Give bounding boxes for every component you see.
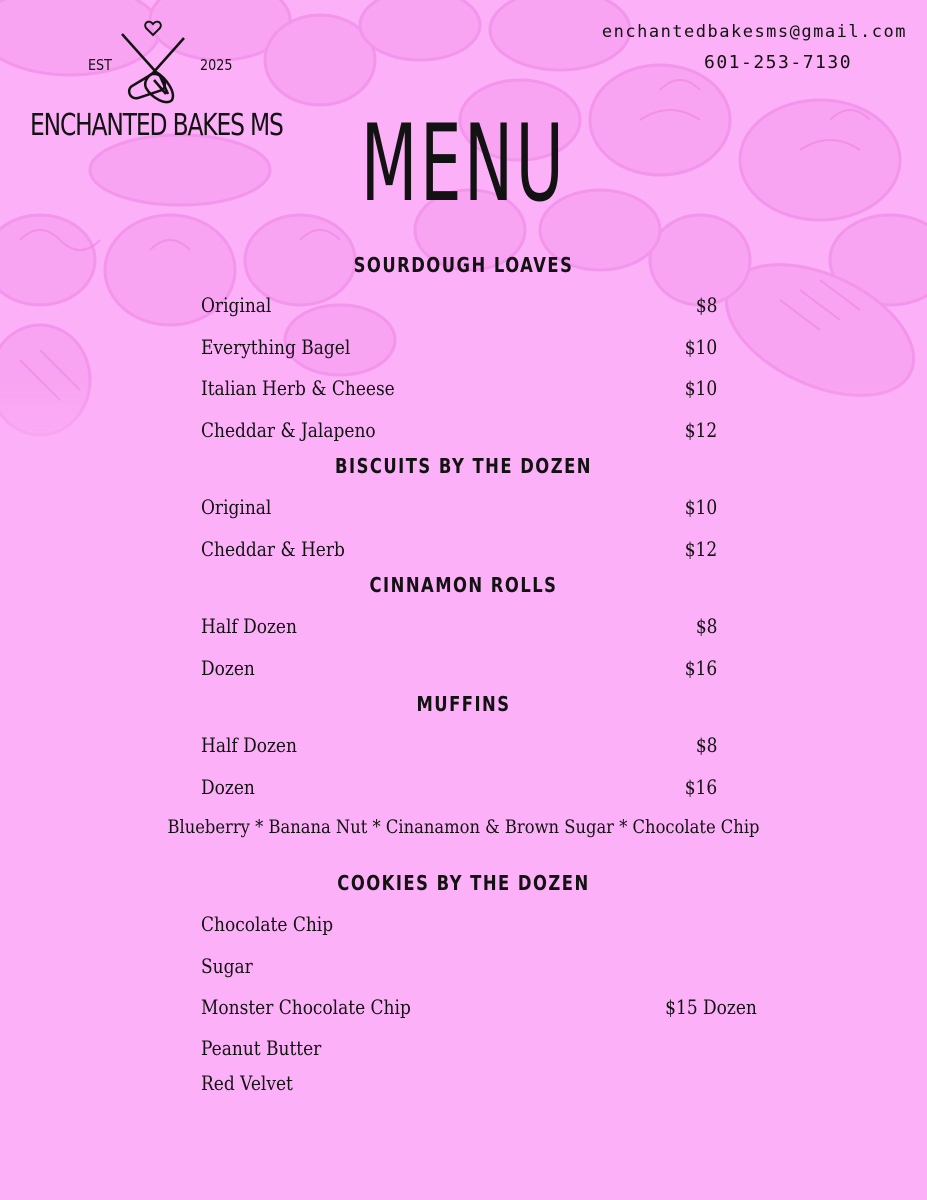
est-year: 2025 [200,56,233,74]
menu-item-price: $12 [684,418,717,442]
menu-item-name: Half Dozen [201,614,297,638]
menu-item-name: Dozen [201,775,255,799]
menu-item-name: Peanut Butter [201,1036,322,1060]
menu-item-name: Cheddar & Jalapeno [201,418,376,442]
menu-item-name: Cheddar & Herb [201,537,345,561]
menu-item-name: Half Dozen [201,733,297,757]
contact-phone[interactable]: 601-253-7130 [704,52,853,73]
section-heading-cinnamon-rolls: CINNAMON ROLLS [369,573,558,597]
est-label: EST [88,56,112,74]
menu-item-price: $10 [684,376,717,400]
menu-item-name: Sugar [201,954,253,978]
menu-item-name: Italian Herb & Cheese [201,376,395,400]
menu-item-price: $10 [684,495,717,519]
section-heading-biscuits: BISCUITS BY THE DOZEN [335,454,592,478]
page-title: MENU [360,102,567,225]
menu-item-name: Everything Bagel [201,335,351,359]
section-heading-sourdough: SOURDOUGH LOAVES [353,253,574,277]
brand-name: ENCHANTED BAKES MS [30,108,283,143]
menu-item-name: Chocolate Chip [201,912,334,936]
menu-item-name: Red Velvet [201,1071,293,1095]
whisk-spatula-icon [110,12,200,107]
cookie-price: $15 Dozen [665,995,757,1019]
contact-email[interactable]: enchantedbakesms@gmail.com [601,22,907,42]
section-heading-muffins: MUFFINS [416,692,511,716]
menu-item-price: $16 [684,656,717,680]
menu-item-name: Original [201,293,272,317]
heart-icon [145,22,161,35]
menu-item-price: $8 [695,733,717,757]
menu-item-price: $12 [684,537,717,561]
section-heading-cookies: COOKIES BY THE DOZEN [337,871,590,895]
muffin-flavors: Blueberry * Banana Nut * Cinanamon & Brown Sugar * Chocolate Chip [167,816,760,838]
menu-item-price: $16 [684,775,717,799]
menu-item-name: Dozen [201,656,255,680]
menu-item-price: $8 [695,614,717,638]
menu-item-name: Monster Chocolate Chip [201,995,411,1019]
menu-item-price: $10 [684,335,717,359]
menu-item-price: $8 [695,293,717,317]
menu-item-name: Original [201,495,272,519]
